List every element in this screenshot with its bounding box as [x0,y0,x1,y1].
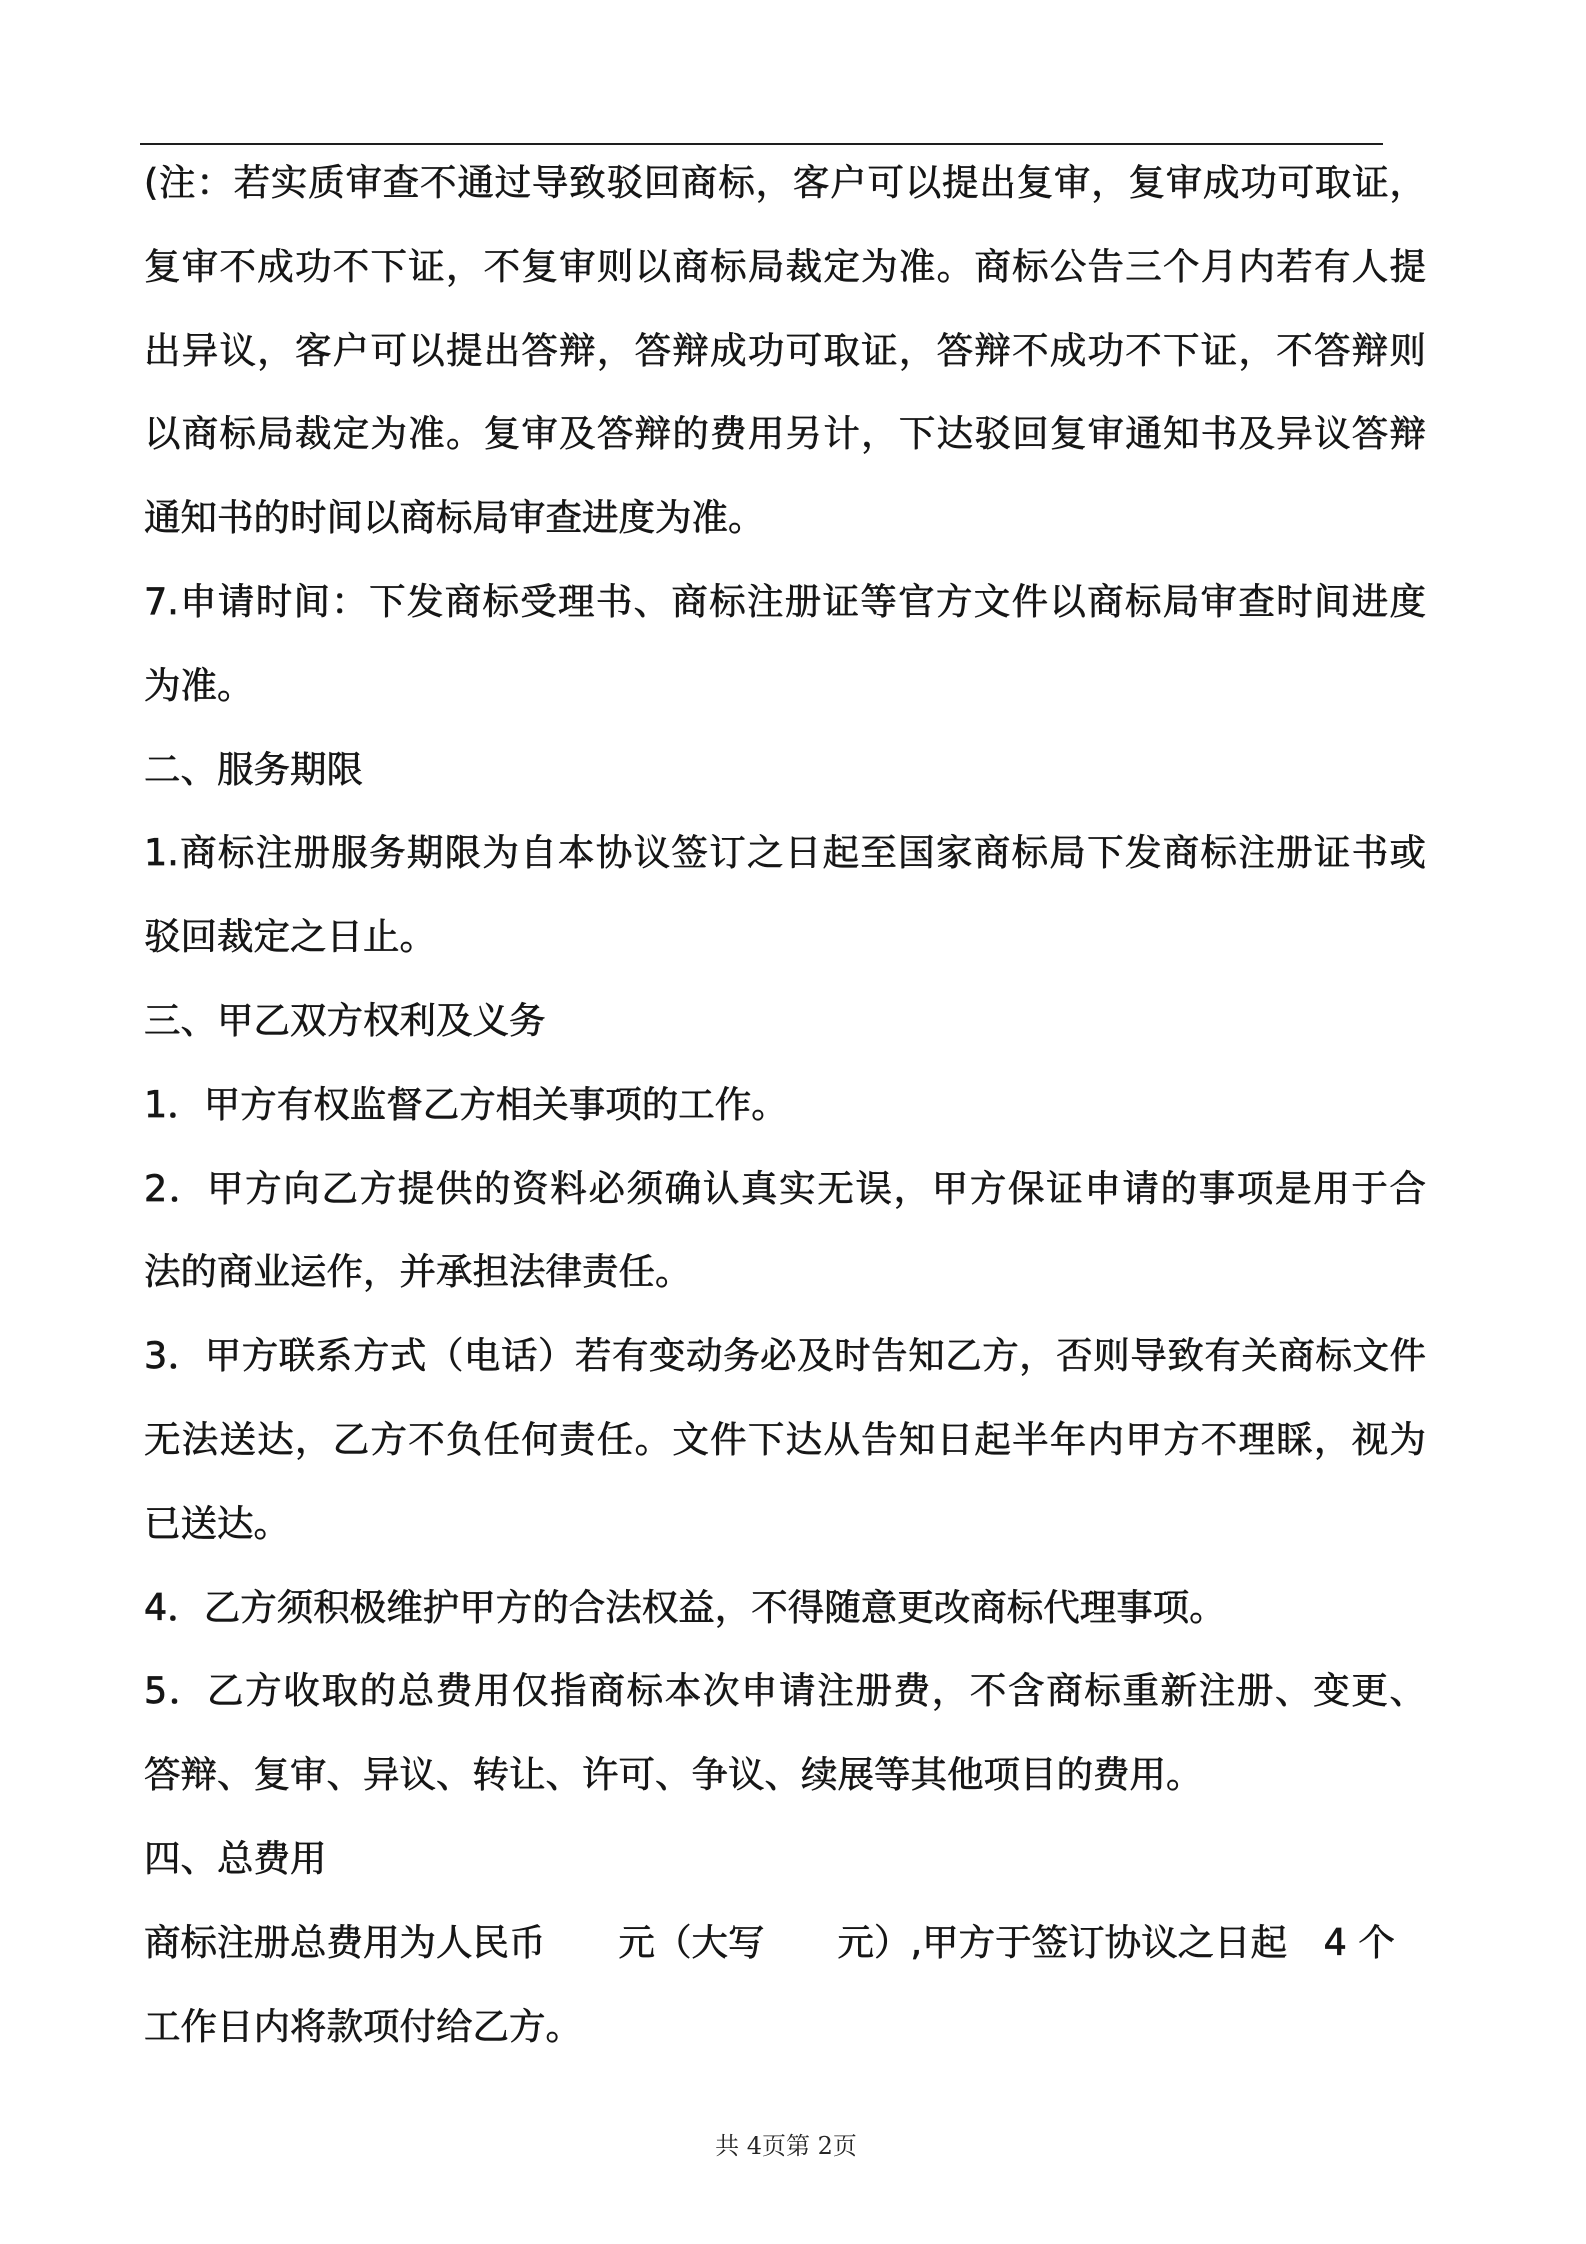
text-line: 3．甲方联系方式（电话）若有变动务必及时告知乙方，否则导致有关商标文件 [144,1334,1426,1378]
application-time-clause [144,560,1426,728]
section-heading-rights-obligations [144,979,1426,1063]
text-line: 无法送达，乙方不负任何责任。文件下达从告知日起半年内甲方不理睬，视为 [144,1417,1426,1461]
text-line: 1.商标注册服务期限为自本协议签订之日起至国家商标局下发商标注册证书或 [144,831,1426,875]
text-line: 已送达。 [144,1501,290,1545]
section-heading: 三、甲乙双方权利及义务 [144,998,546,1042]
text-line: 为准。 [144,663,254,707]
service-term-clause [144,811,1426,979]
obligation-clause-1 [144,1063,1426,1147]
obligation-clause-2 [144,1147,1426,1315]
document-body [144,141,1426,2068]
text-line: 答辩、复审、异议、转让、许可、争议、续展等其他项目的费用。 [144,1753,1203,1797]
text-line: 7.申请时间：下发商标受理书、商标注册证等官方文件以商标局审查时间进度 [144,579,1426,623]
text-line: 法的商业运作，并承担法律责任。 [144,1250,692,1294]
text-line: 工作日内将款项付给乙方。 [144,2004,582,2048]
section-heading: 二、服务期限 [144,747,363,791]
section-heading-total-fee [144,1817,1426,1901]
text-line: (注：若实质审查不通过导致驳回商标，客户可以提出复审，复审成功可取证， [144,161,1426,204]
page-number-footer: 共 4页第 2页 [715,2132,857,2160]
section-heading: 四、总费用 [144,1836,327,1880]
text-line: 1．甲方有权监督乙方相关事项的工作。 [144,1082,788,1126]
text-line: 通知书的时间以商标局审查进度为准。 [144,496,765,540]
text-line: 5．乙方收取的总费用仅指商标本次申请注册费，不含商标重新注册、变更、 [144,1669,1426,1713]
text-line: 驳回裁定之日止。 [144,915,436,959]
text-line: 4．乙方须积极维护甲方的合法权益，不得随意更改商标代理事项。 [144,1585,1226,1629]
text-line: 复审不成功不下证，不复审则以商标局裁定为准。商标公告三个月内若有人提 [144,244,1426,288]
text-line: 以商标局裁定为准。复审及答辩的费用另计，下达驳回复审通知书及异议答辩 [144,412,1426,456]
trademark-review-note [144,141,1426,560]
obligation-clause-5 [144,1649,1426,1817]
section-heading-service-term [144,728,1426,812]
obligation-clause-4 [144,1566,1426,1650]
obligation-clause-3 [144,1314,1426,1565]
total-fee-clause [144,1901,1426,2069]
text-line: 出异议，客户可以提出答辩，答辩成功可取证，答辩不成功不下证，不答辩则 [144,328,1426,372]
text-line: 商标注册总费用为人民币 元（大写 元）,甲方于签订协议之日起 4 个 [144,1920,1395,1964]
text-line: 2．甲方向乙方提供的资料必须确认真实无误，甲方保证申请的事项是用于合 [144,1166,1426,1210]
